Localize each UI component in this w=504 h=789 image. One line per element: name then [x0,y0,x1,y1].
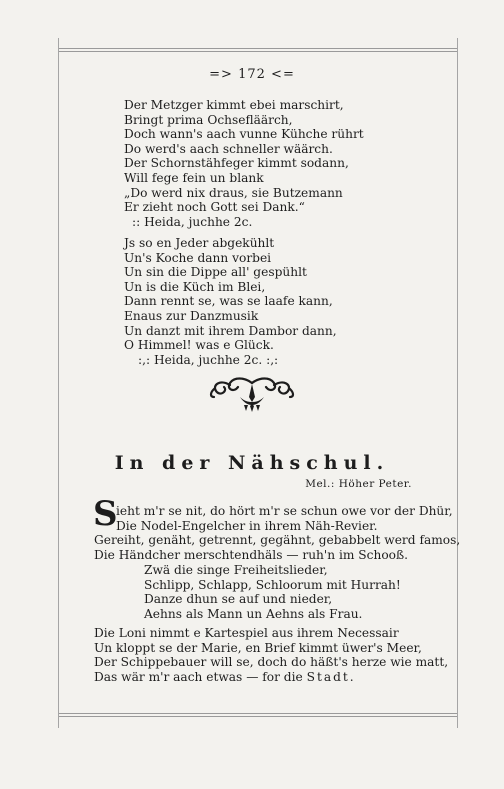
page-number: 172 [238,67,266,82]
verse-line: Der Schippebauer will se, doch do häßt's herze wie matt, [94,655,449,670]
verse-line: Un is die Küch im Blei, [124,279,266,294]
verse-line: Zwä die singe Freiheitslieder, [144,562,328,577]
verse-line: Die Loni nimmt e Kartespiel aus ihrem Necessair [94,626,399,640]
verse-line: Bringt prima Ochsefläärch, [124,112,293,127]
refrain-line: :: Heida, juchhe 2c. [132,214,253,229]
verse-line: Er zieht noch Gott sei Dank.“ [124,200,305,215]
last-line-spaced-word: Stadt. [306,670,356,685]
melody-note: Mel.: Höher Peter. [305,478,412,490]
verse-line-last [94,670,448,685]
verse-line: Schlipp, Schlapp, Schloorum mit Hurrah! [144,577,401,592]
song-stanza-1 [94,504,460,622]
verse-line: Un danzt mit ihrem Dambor dann, [124,323,337,338]
verse-line: Will fege fein un blank [124,170,264,185]
stanza-1 [124,98,364,229]
verse-line: „Do werd nix draus, sie Butzemann [124,185,343,200]
verse-line: Doch wann's aach vunne Kühche rührt [124,127,364,142]
verse-line: Der Schornstähfeger kimmt sodann, [124,156,349,171]
verse-line: Un's Koche dann vorbei [124,250,272,265]
verse-line: Die Händcher merschtendhäls — ruh'n im Schooß. [94,548,409,563]
refrain-line: :,: Heida, juchhe 2c. :,: [138,352,279,367]
verse-line: Die Nodel-Engelcher in ihrem Näh-Revier. [116,518,378,533]
verse-line: Aehns als Mann un Aehns als Frau. [144,606,363,621]
poem-title: In der Nähschul. [114,452,390,474]
last-line-text: Das wär m'r aach etwas — for die [94,670,307,685]
verse-line: Danze dhun se auf und nieder, [144,592,333,607]
vignette-ornament [208,375,296,413]
verse-line: O Himmel! was e Glück. [124,338,274,353]
bottom-border-rule [58,713,458,717]
verse-line: Der Metzger kimmt ebei marschirt, [124,98,344,112]
left-arrow-ornament: => [209,67,233,82]
verse-line: Js so en Jeder abgekühlt [124,236,275,250]
right-border-line [457,38,458,728]
song-stanza-2 [94,626,448,685]
page-number-line [0,67,504,82]
drop-cap: S [93,494,118,534]
right-arrow-ornament: <= [271,67,295,82]
verse-line: Enaus zur Danzmusik [124,308,259,323]
stanza-2 [124,236,337,367]
verse-line: Do werd's aach schneller wäärch. [124,141,333,156]
verse-line: Dann rennt se, was se laafe kann, [124,294,333,309]
verse-line: Un kloppt se der Marie, en Brief kimmt üwer's Meer, [94,640,422,655]
verse-line: Un sin die Dippe all' gespühlt [124,265,307,280]
verse-line: Gereiht, genäht, getrennt, gegähnt, gebabbelt werd famos, [94,533,461,548]
top-border-rule [58,48,458,52]
left-border-line [58,38,59,728]
verse-line: ieht m'r se nit, do hört m'r se schun owe vor der Dhür, [116,504,453,518]
